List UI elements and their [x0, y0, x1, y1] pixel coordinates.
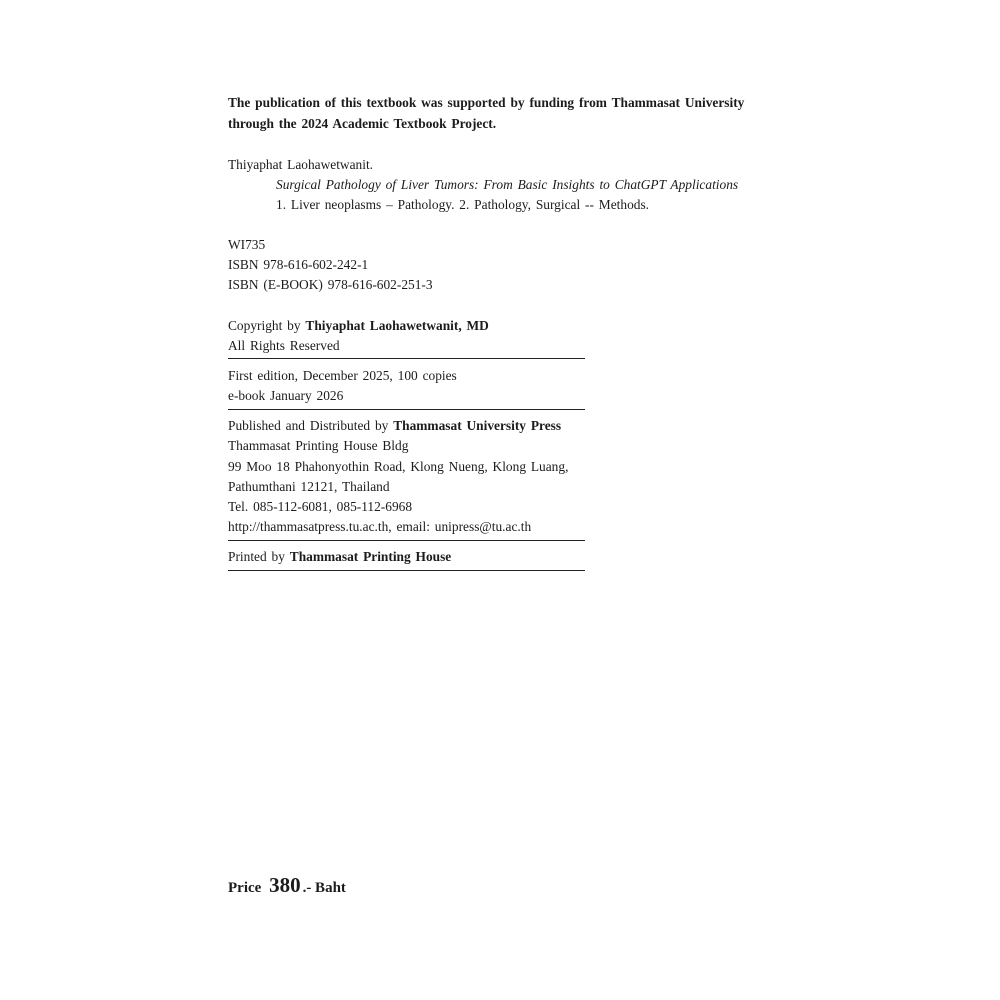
copyright-prefix: Copyright by: [228, 318, 301, 333]
copyright-holder: Thiyaphat Laohawetwanit, MD: [305, 318, 489, 333]
printer-line: [228, 549, 451, 565]
publisher-address-1: 99 Moo 18 Phahonyothin Road, Klong Nueng, Klong Luang,: [228, 459, 569, 474]
price-label: Price: [228, 880, 262, 896]
publisher-address-2: Pathumthani 12121, Thailand: [228, 479, 390, 494]
rights-statement: All Rights Reserved: [228, 338, 340, 353]
catalog-subjects: 1. Liver neoplasms – Pathology. 2. Pathology, Surgical -- Methods.: [276, 197, 650, 212]
funding-statement-line-2: through the 2024 Academic Textbook Project.: [228, 116, 497, 131]
divider: [228, 409, 585, 410]
publisher-telephone: Tel. 085-112-6081, 085-112-6968: [228, 499, 413, 514]
divider: [228, 540, 585, 541]
price-line: [228, 874, 346, 899]
publisher-building: Thammasat Printing House Bldg: [228, 438, 409, 453]
isbn-print: ISBN 978-616-602-242-1: [228, 257, 369, 272]
divider: [228, 570, 585, 571]
copyright-line: [228, 318, 489, 334]
funding-statement-line-1: The publication of this textbook was supported by funding from Thammasat University: [228, 95, 745, 110]
printer-prefix: Printed by: [228, 549, 285, 564]
price-suffix: .- Baht: [302, 880, 346, 896]
publisher-line: [228, 418, 561, 434]
classification-number: WI735: [228, 237, 266, 252]
printer-name: Thammasat Printing House: [289, 549, 452, 564]
publisher-name: Thammasat University Press: [393, 418, 562, 433]
catalog-author: Thiyaphat Laohawetwanit.: [228, 157, 374, 172]
ebook-edition: e-book January 2026: [228, 388, 344, 403]
price-amount: 380: [269, 873, 301, 897]
first-edition: First edition, December 2025, 100 copies: [228, 368, 457, 383]
publisher-web-email: http://thammasatpress.tu.ac.th, email: unipress@tu.ac.th: [228, 519, 532, 534]
publisher-prefix: Published and Distributed by: [228, 418, 389, 433]
divider: [228, 358, 585, 359]
isbn-ebook: ISBN (E-BOOK) 978-616-602-251-3: [228, 277, 433, 292]
catalog-title: Surgical Pathology of Liver Tumors: From Basic Insights to ChatGPT Applications: [276, 177, 739, 192]
